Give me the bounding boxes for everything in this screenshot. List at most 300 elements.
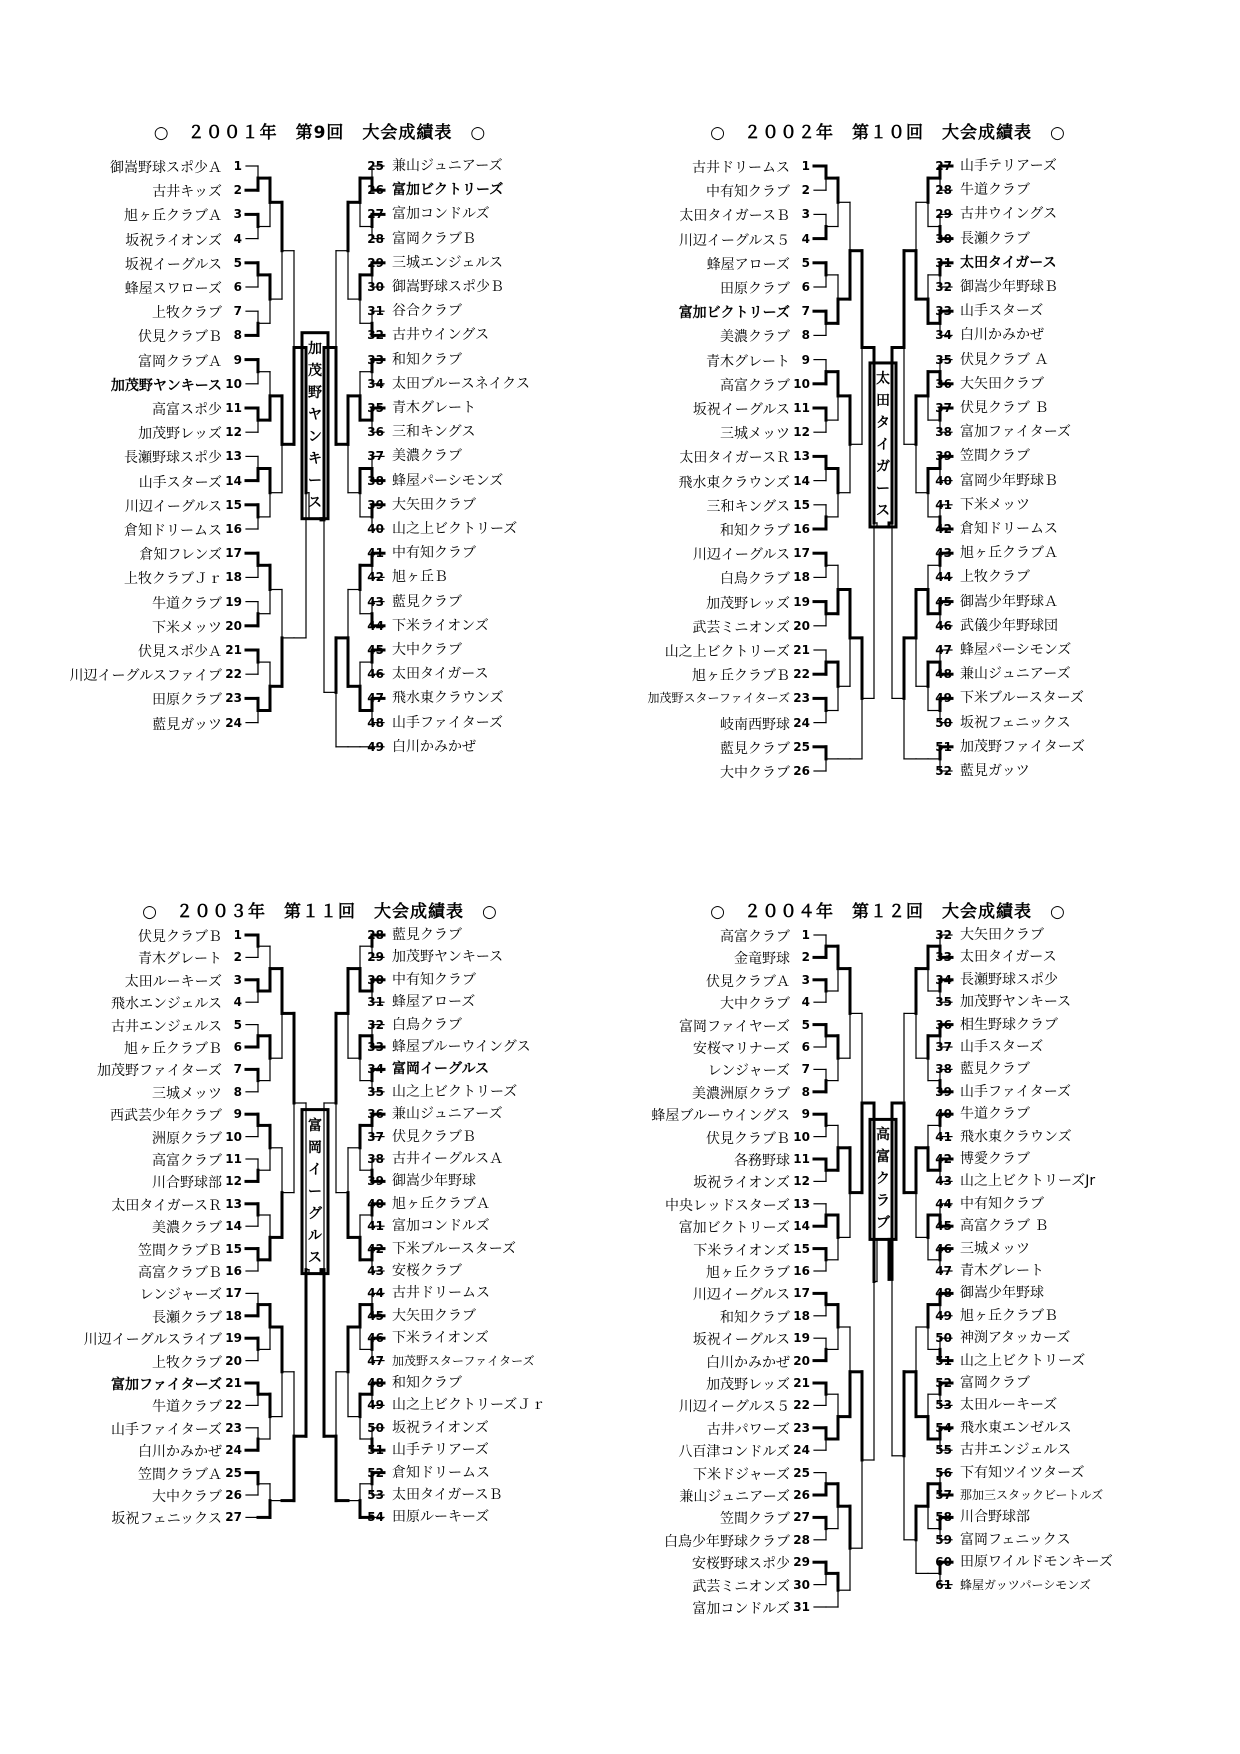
team-name: 金竜野球	[734, 951, 790, 968]
team-name: 山手スターズ	[138, 474, 222, 491]
team-name: 上牧クラブ	[960, 569, 1030, 586]
seed-number: 23	[225, 691, 242, 706]
seed-number: 49	[935, 691, 952, 706]
seed-number: 15	[793, 1241, 810, 1256]
seed-number: 10	[793, 1129, 810, 1144]
team-name: 田原ルーキーズ	[392, 1509, 490, 1526]
team-name: 川合野球部	[152, 1175, 222, 1192]
tournament-panel	[40, 118, 600, 918]
team-name: 飛水東クラウンズ	[678, 474, 790, 491]
seed-number: 41	[935, 1129, 952, 1144]
team-name: 美濃洲原クラブ	[692, 1085, 790, 1102]
team-name: 安桜野球スポ少	[692, 1556, 790, 1573]
seed-number: 22	[225, 667, 242, 682]
team-name: 那加三スタックビートルズ	[960, 1488, 1104, 1502]
seed-number: 10	[225, 1129, 242, 1144]
team-name: 中有知クラブ	[392, 545, 476, 562]
team-name: 三和キングス	[392, 424, 476, 441]
seed-number: 49	[367, 739, 384, 754]
team-name: 中央レッドスターズ	[664, 1197, 790, 1214]
seed-number: 41	[935, 497, 952, 512]
seed-number: 9	[233, 352, 242, 367]
seed-number: 24	[793, 1443, 810, 1458]
team-name: 白鳥クラブ	[720, 571, 790, 588]
seed-number: 22	[225, 1398, 242, 1413]
seed-number: 34	[935, 972, 952, 987]
team-name: 上牧クラブ	[152, 1354, 222, 1371]
seed-number: 14	[793, 473, 810, 488]
team-name: 長瀬野球スポ少	[124, 450, 222, 467]
seed-number: 21	[793, 1376, 810, 1390]
seed-number: 49	[367, 1398, 384, 1413]
team-name: 川辺イーグルス５	[678, 1399, 790, 1416]
team-name: 坂祝ライオンズ	[693, 1175, 790, 1192]
seed-number: 50	[935, 715, 952, 730]
team-name: 大矢田クラブ	[960, 927, 1044, 943]
tournament-title: ○ ２００１年 第9回 大会成績表 ○	[153, 123, 487, 143]
seed-number: 39	[935, 449, 952, 464]
team-name: レンジャーズ	[139, 1287, 222, 1304]
seed-number: 12	[225, 425, 242, 440]
seed-number: 38	[367, 1152, 384, 1166]
team-name: 高富クラブ Ｂ	[960, 1218, 1049, 1235]
seed-number: 60	[935, 1555, 952, 1570]
seed-number: 9	[233, 1107, 242, 1122]
seed-number: 12	[793, 1174, 810, 1189]
seed-number: 9	[801, 1107, 810, 1122]
seed-number: 34	[367, 376, 384, 391]
team-name: 加茂野レッズ	[138, 426, 222, 443]
tournament-title: ○ ２００４年 第１２回 大会成績表 ○	[710, 902, 1066, 922]
seed-number: 24	[225, 715, 242, 730]
seed-number: 16	[225, 522, 242, 536]
team-name: 太田タイガース	[392, 666, 489, 683]
seed-number: 45	[367, 643, 384, 657]
seed-number: 54	[367, 1510, 384, 1525]
seed-number: 35	[935, 352, 952, 367]
team-name: 山手スターズ	[960, 1039, 1044, 1055]
team-name: 富加ビクトリーズ	[392, 182, 504, 199]
team-name: 飛水東クラウンズ	[392, 690, 504, 707]
champion-name: 加 茂 野 ヤ ン キ ー ス	[308, 340, 322, 511]
seed-number: 31	[367, 304, 384, 319]
team-name: 田原クラブ	[152, 692, 222, 709]
team-name: 牛道クラブ	[152, 595, 222, 612]
team-name: 白川かみかぜ	[706, 1354, 790, 1371]
seed-number: 52	[367, 1465, 384, 1480]
team-name: 白鳥少年野球クラブ	[664, 1533, 790, 1550]
seed-number: 39	[935, 1084, 952, 1099]
seed-number: 59	[935, 1532, 952, 1547]
team-name: 武芸ミニオンズ	[692, 619, 790, 636]
team-name: 加茂野レッズ	[706, 1377, 790, 1393]
seed-number: 24	[225, 1443, 242, 1458]
seed-number: 50	[367, 1420, 384, 1435]
seed-number: 1	[801, 159, 810, 173]
team-name: 古井ウイングス	[960, 206, 1058, 223]
seed-number: 47	[935, 643, 952, 657]
team-name: 高富スポ少	[152, 402, 222, 418]
seed-number: 48	[935, 1286, 952, 1301]
seed-number: 23	[225, 1420, 242, 1435]
seed-number: 7	[801, 304, 810, 319]
team-name: 牛道クラブ	[960, 1106, 1030, 1123]
seed-number: 41	[367, 1219, 384, 1234]
team-name: 加茂野ヤンキース	[392, 949, 504, 966]
seed-number: 46	[935, 1241, 952, 1256]
seed-number: 14	[793, 1219, 810, 1234]
team-name: 藍見クラブ	[392, 593, 462, 610]
team-name: 和知クラブ	[392, 351, 462, 368]
team-name: 坂祝イーグルス	[692, 402, 790, 418]
team-name: 相生野球クラブ	[960, 1016, 1058, 1033]
team-name: 三城エンジェルス	[392, 254, 503, 271]
seed-number: 4	[233, 231, 242, 246]
seed-number: 40	[367, 1196, 384, 1211]
seed-number: 26	[793, 1488, 810, 1502]
team-name: 御嵩少年野球	[960, 1285, 1044, 1302]
seed-number: 17	[793, 1286, 810, 1301]
team-name: 兼山ジュニアーズ	[960, 666, 1071, 683]
seed-number: 51	[367, 1443, 384, 1458]
team-name: 旭ヶ丘クラブ	[706, 1265, 790, 1281]
seed-number: 21	[225, 1376, 242, 1390]
team-name: 伏見クラブ Ｂ	[960, 400, 1049, 416]
seed-number: 35	[367, 401, 384, 415]
team-name: 長瀬野球スポ少	[960, 971, 1058, 988]
team-name: 白川かみかぜ	[960, 327, 1044, 344]
seed-number: 26	[367, 183, 384, 198]
team-name: 富加ファイターズ	[110, 1377, 222, 1393]
seed-number: 41	[367, 546, 384, 561]
team-name: 御嵩少年野球	[392, 1173, 476, 1190]
seed-number: 53	[367, 1488, 384, 1502]
team-name: 笠間クラブ	[960, 448, 1030, 465]
team-name: 山手ファイターズ	[960, 1083, 1072, 1100]
team-name: 高富クラブ	[720, 929, 790, 945]
team-name: 上牧クラブＪｒ	[124, 571, 222, 588]
team-name: 山手テリアーズ	[392, 1442, 489, 1459]
team-name: 川辺イーグルスファイブ	[69, 668, 222, 685]
seed-number: 8	[233, 328, 242, 343]
seed-number: 13	[225, 1196, 242, 1211]
team-name: 山之上ビクトリーズ	[664, 644, 790, 660]
team-name: 飛水東クラウンズ	[960, 1128, 1072, 1145]
team-name: 加茂野スターファイターズ	[392, 1353, 535, 1368]
team-name: 坂祝フェニックス	[111, 1511, 222, 1528]
seed-number: 5	[801, 1017, 810, 1032]
seed-number: 11	[225, 1152, 242, 1166]
team-name: 笠間クラブＢ	[138, 1242, 222, 1259]
team-name: 倉知ドリームス	[392, 1464, 490, 1481]
team-name: 太田タイガースＲ	[111, 1197, 222, 1214]
seed-number: 7	[801, 1062, 810, 1077]
seed-number: 36	[935, 376, 952, 391]
seed-number: 37	[935, 1040, 952, 1054]
team-name: 飛水エンジェルス	[111, 996, 222, 1013]
team-name: 川辺イーグルスライブ	[83, 1332, 222, 1349]
seed-number: 34	[367, 1062, 384, 1077]
team-name: 青木グレート	[706, 353, 790, 370]
team-name: 田原クラブ	[720, 281, 790, 297]
team-name: 大中クラブ	[720, 765, 790, 781]
team-name: 伏見クラブ Ａ	[960, 351, 1049, 368]
team-name: 伏見クラブＢ	[138, 929, 222, 945]
seed-number: 6	[801, 1040, 810, 1054]
seed-number: 2	[233, 950, 242, 965]
seed-number: 17	[793, 546, 810, 561]
seed-number: 29	[935, 207, 952, 222]
seed-number: 10	[793, 376, 810, 391]
seed-number: 38	[935, 425, 952, 440]
seed-number: 48	[367, 1376, 384, 1390]
team-name: 富岡少年野球Ｂ	[960, 472, 1058, 489]
team-name: 山手ファイターズ	[110, 1421, 222, 1438]
team-name: 大矢田クラブ	[392, 1307, 476, 1324]
seed-number: 18	[225, 570, 242, 585]
team-name: 美濃クラブ	[152, 1220, 222, 1237]
team-name: 富岡イーグルス	[392, 1061, 490, 1078]
team-name: 牛道クラブ	[960, 182, 1030, 199]
team-name: 加茂野ファイターズ	[96, 1063, 222, 1080]
team-name: 高富クラブＢ	[138, 1265, 222, 1281]
team-name: 富岡フェニックス	[960, 1531, 1071, 1548]
team-name: 笠間クラブＡ	[138, 1466, 222, 1483]
seed-number: 8	[233, 1084, 242, 1099]
seed-number: 42	[367, 570, 384, 585]
team-name: 八百津コンドルズ	[678, 1444, 790, 1461]
team-name: 御嵩野球スポ少Ｂ	[392, 279, 504, 295]
seed-number: 56	[935, 1465, 952, 1480]
team-name: 旭ヶ丘クラブＢ	[124, 1041, 222, 1057]
seed-number: 30	[935, 231, 952, 246]
seed-number: 21	[793, 643, 810, 657]
seed-number: 27	[367, 207, 384, 222]
seed-number: 5	[233, 255, 242, 270]
team-name: 加茂野スターファイターズ	[647, 691, 790, 706]
seed-number: 10	[225, 376, 242, 391]
seed-number: 25	[793, 739, 810, 754]
team-name: 蜂屋ブルーウイングス	[392, 1039, 531, 1055]
seed-number: 47	[367, 691, 384, 706]
seed-number: 48	[935, 667, 952, 682]
seed-number: 19	[225, 1331, 242, 1346]
seed-number: 40	[935, 1107, 952, 1122]
seed-number: 5	[801, 255, 810, 270]
seed-number: 40	[935, 473, 952, 488]
bracket-lines	[40, 118, 600, 918]
team-name: 川辺イーグルス	[124, 498, 222, 515]
team-name: 富加ビクトリーズ	[678, 1220, 790, 1237]
team-name: 藍見クラブ	[960, 1061, 1030, 1078]
seed-number: 23	[793, 691, 810, 706]
team-name: 美濃クラブ	[720, 329, 790, 346]
team-name: 古井ドリームス	[392, 1285, 490, 1302]
seed-number: 20	[225, 618, 242, 633]
seed-number: 45	[935, 1219, 952, 1234]
seed-number: 43	[367, 594, 384, 609]
seed-number: 28	[367, 231, 384, 246]
seed-number: 33	[935, 950, 952, 965]
team-name: 山手スターズ	[960, 303, 1044, 320]
seed-number: 35	[935, 995, 952, 1010]
team-name: 蜂屋アローズ	[392, 994, 476, 1011]
team-name: 大中クラブ	[152, 1489, 222, 1505]
seed-number: 52	[935, 1376, 952, 1390]
team-name: 倉知ドリームス	[960, 521, 1058, 537]
team-name: 太田ルーキーズ	[124, 973, 222, 990]
team-name: 坂祝ライオンズ	[392, 1419, 489, 1436]
team-name: 下米ブルースターズ	[960, 690, 1085, 707]
team-name: 三城メッツ	[960, 1240, 1030, 1257]
team-name: 山之上ビクトリーズＪｒ	[392, 1397, 546, 1414]
seed-number: 30	[793, 1577, 810, 1592]
team-name: 大中クラブ	[720, 996, 790, 1013]
tournament-title: ○ ２００３年 第１１回 大会成績表 ○	[142, 902, 498, 922]
team-name: 洲原クラブ	[152, 1130, 222, 1147]
team-name: 倉知フレンズ	[139, 547, 222, 564]
team-name: 飛水東エンゼルス	[960, 1419, 1072, 1436]
team-name: 各務野球	[734, 1153, 790, 1169]
tournament-panel	[40, 897, 600, 1697]
team-name: 富加ビクトリーズ	[678, 305, 790, 322]
seed-number: 28	[793, 1532, 810, 1547]
seed-number: 37	[367, 449, 384, 464]
seed-number: 28	[935, 183, 952, 198]
seed-number: 45	[935, 594, 952, 609]
team-name: 御嵩少年野球Ｂ	[960, 279, 1058, 295]
champion-name: 富 岡 イ ー グ ル ス	[308, 1117, 322, 1266]
seed-number: 47	[367, 1353, 384, 1368]
team-name: 中有知クラブ	[392, 971, 476, 988]
team-name: 山之上ビクトリーズ	[392, 1083, 518, 1100]
team-name: 古井パワーズ	[706, 1421, 790, 1438]
team-name: 大中クラブ	[392, 642, 462, 658]
seed-number: 51	[935, 739, 952, 754]
seed-number: 44	[367, 1286, 384, 1301]
team-name: 太田タイガースＢ	[392, 1487, 503, 1503]
seed-number: 25	[793, 1465, 810, 1480]
seed-number: 2	[801, 183, 810, 198]
tournament-title: ○ ２００２年 第１０回 大会成績表 ○	[710, 123, 1066, 143]
team-name: 川辺イーグルス	[692, 547, 790, 564]
seed-number: 16	[793, 1264, 810, 1278]
tournament-panel	[608, 118, 1168, 918]
seed-number: 52	[935, 764, 952, 778]
seed-number: 32	[935, 280, 952, 294]
seed-number: 55	[935, 1443, 952, 1458]
seed-number: 31	[793, 1600, 810, 1614]
seed-number: 33	[935, 304, 952, 319]
team-name: 太田タイガース	[960, 254, 1057, 271]
seed-number: 20	[793, 1353, 810, 1368]
team-name: 和知クラブ	[392, 1375, 462, 1391]
seed-number: 31	[367, 995, 384, 1010]
team-name: 太田タイガースＲ	[679, 450, 790, 467]
seed-number: 7	[233, 1062, 242, 1077]
team-name: 蜂屋ブルーウイングス	[651, 1108, 790, 1125]
seed-number: 34	[935, 328, 952, 343]
team-name: 坂祝フェニックス	[960, 714, 1071, 731]
seed-number: 30	[367, 972, 384, 987]
seed-number: 2	[801, 950, 810, 965]
seed-number: 46	[367, 1331, 384, 1346]
team-name: 田原ワイルドモンキーズ	[960, 1554, 1113, 1571]
team-name: 美濃クラブ	[392, 448, 462, 465]
team-name: 博愛クラブ	[960, 1151, 1030, 1167]
team-name: 御嵩野球スポ少Ａ	[110, 160, 222, 176]
seed-number: 15	[225, 497, 242, 512]
seed-number: 39	[367, 1174, 384, 1189]
team-name: 富岡クラブ	[960, 1375, 1030, 1391]
team-name: 川辺イーグルス	[692, 1287, 790, 1304]
seed-number: 44	[367, 618, 384, 633]
team-name: 下米メッツ	[152, 619, 222, 636]
seed-number: 36	[367, 425, 384, 440]
team-name: 古井キッズ	[152, 184, 222, 201]
seed-number: 29	[793, 1555, 810, 1570]
seed-number: 28	[367, 928, 384, 942]
team-name: 富加ファイターズ	[960, 424, 1072, 441]
team-name: 兼山ジュニアーズ	[392, 158, 503, 174]
team-name: 高富クラブ	[152, 1153, 222, 1169]
team-name: 中有知クラブ	[960, 1195, 1044, 1212]
team-name: 富加コンドルズ	[392, 206, 490, 223]
seed-number: 18	[793, 1308, 810, 1323]
seed-number: 12	[225, 1174, 242, 1189]
team-name: 蜂屋パーシモンズ	[960, 642, 1072, 658]
seed-number: 46	[935, 618, 952, 633]
seed-number: 3	[233, 972, 242, 987]
seed-number: 27	[793, 1510, 810, 1525]
seed-number: 43	[367, 1264, 384, 1278]
team-name: 山之上ビクトリーズ	[392, 521, 518, 537]
team-name: 古井エンジェルス	[960, 1442, 1071, 1459]
seed-number: 18	[225, 1308, 242, 1323]
team-name: 富岡クラブＢ	[392, 230, 476, 247]
seed-number: 36	[935, 1017, 952, 1032]
team-name: 青木グレート	[392, 400, 476, 416]
team-name: 三城メッツ	[152, 1085, 222, 1102]
seed-number: 35	[367, 1084, 384, 1099]
seed-number: 6	[233, 280, 242, 294]
seed-number: 5	[233, 1017, 242, 1032]
team-name: 三城メッツ	[720, 426, 790, 443]
team-name: 坂祝ライオンズ	[125, 232, 222, 249]
team-name: 長瀬クラブ	[960, 230, 1030, 247]
seed-number: 1	[233, 159, 242, 173]
seed-number: 1	[233, 928, 242, 942]
team-name: 藍見クラブ	[392, 927, 462, 943]
team-name: 藍見ガッツ	[960, 763, 1030, 779]
team-name: レンジャーズ	[707, 1063, 790, 1080]
seed-number: 20	[225, 1353, 242, 1368]
seed-number: 22	[793, 667, 810, 682]
team-name: 大矢田クラブ	[392, 496, 476, 513]
team-name: 伏見スポ少Ａ	[138, 644, 222, 660]
team-name: 御嵩少年野球Ａ	[960, 593, 1058, 610]
seed-number: 32	[935, 928, 952, 942]
seed-number: 19	[225, 594, 242, 609]
team-name: 伏見クラブＢ	[706, 1130, 790, 1147]
seed-number: 53	[935, 1398, 952, 1413]
seed-number: 4	[233, 995, 242, 1010]
seed-number: 3	[801, 972, 810, 987]
team-name: 山手テリアーズ	[960, 158, 1057, 174]
team-name: 旭ヶ丘クラブＡ	[960, 545, 1058, 562]
seed-number: 17	[225, 546, 242, 561]
team-name: 下米ライオンズ	[693, 1242, 790, 1259]
